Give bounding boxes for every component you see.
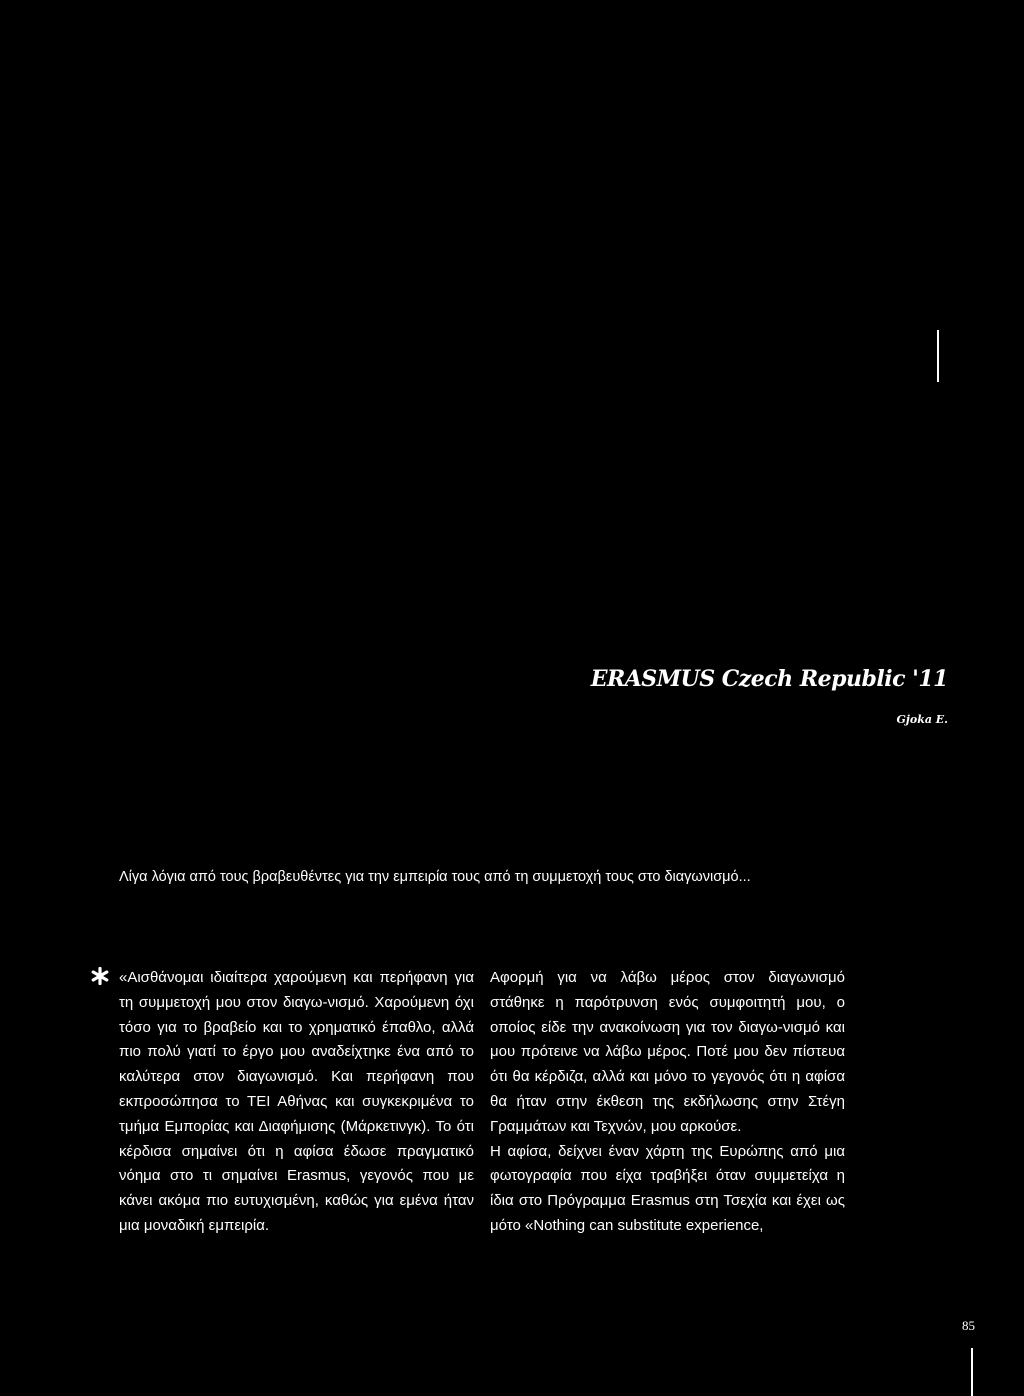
decorative-rule-bottom	[971, 1348, 973, 1396]
artwork-title: ERASMUS Czech Republic '11	[590, 666, 948, 692]
testimonial-paragraph: Αφορμή για να λάβω μέρος στον διαγωνισμό στάθηκε η παρότρυνση ενός συμφοιτητή μου, ο οποίος είδε την ανακοίνωση για τον διαγω-νισμό και μου πρότεινε να λάβω μέρος. Ποτέ μου δεν πίστευα ότι θα κέρδιζα, αλλά και μόνο το γεγονός ότι η αφίσα θα ήταν στην έκθεση της εκδήλωσης στην Στέγη Γραμμάτων και Τεχνών, μου αρκούσε.	[490, 969, 845, 1135]
testimonial-left-column	[119, 966, 474, 1239]
artwork-signature: Gjoka E.	[896, 713, 948, 726]
section-heading: Λίγα λόγια από τους βραβευθέντες για την εμπειρία τους από τη συμμετοχή τους στο διαγωνισμό...	[119, 869, 751, 885]
testimonial-right-column	[490, 966, 845, 1239]
testimonial-paragraph: Η αφίσα, δείχνει έναν χάρτη της Ευρώπης από μια φωτογραφία που είχα τραβήξει όταν συμμετείχα η ίδια στο Πρόγραμμα Erasmus στη Τσεχία και έχει ως μότο «Nothing can substitute experience,	[490, 1142, 845, 1234]
asterisk-star-icon	[90, 966, 110, 986]
page-number: 85	[962, 1318, 975, 1333]
testimonial-paragraph: «Αισθάνομαι ιδιαίτερα χαρούμενη και περήφανη για τη συμμετοχή μου στον διαγω-νισμό. Χαρούμενη όχι τόσο για το βραβείο και το χρηματικό έπαθλο, αλλά πιο πολύ γιατί το έργο μου αναδείχτηκε ένα από το καλύτερα στον διαγωνισμό. Και περήφανη που εκπροσώπησα το ΤΕΙ Αθήνας και συγκεκριμένα το τμήμα Εμπορίας και Διαφήμισης (Μάρκετινγκ). Το ότι κέρδισα σημαίνει ότι η αφίσα έδωσε πραγματικό νόημα στο τι σημαίνει Erasmus, γεγονός που με κάνει ακόμα πιο ευτυχισμένη, καθώς για εμένα ήταν μια μοναδική εμπειρία.	[119, 969, 474, 1234]
decorative-rule-top	[937, 330, 939, 382]
